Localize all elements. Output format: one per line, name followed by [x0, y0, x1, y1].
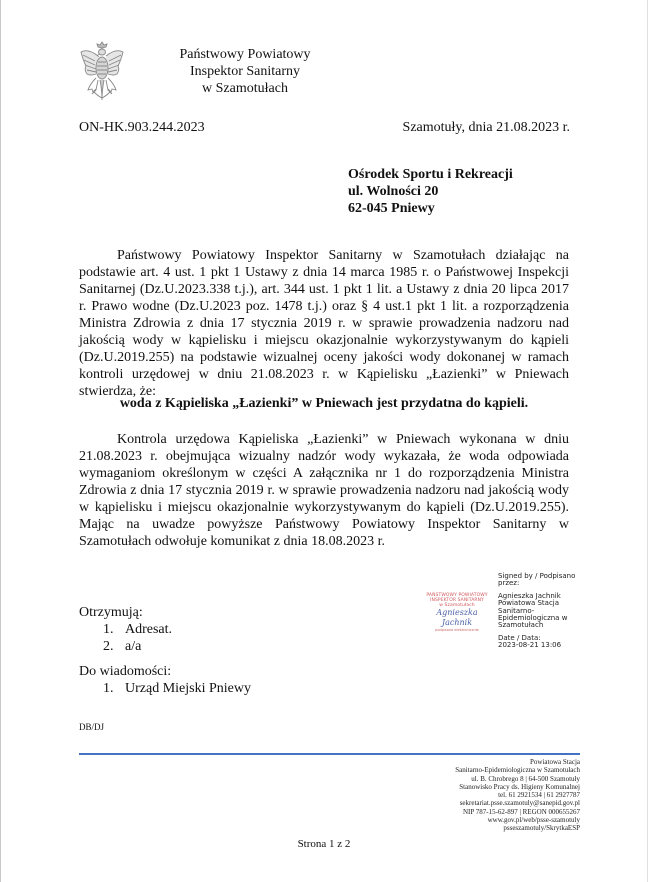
place-and-date: Szamotuły, dnia 21.08.2023 r. [402, 120, 570, 135]
cc-list [79, 680, 251, 697]
date-value: 2023-08-21 13:06 [498, 641, 562, 650]
issuer-line: Inspektor Sanitarny [189, 64, 301, 79]
signer-line: Sanitarno- [498, 606, 535, 615]
signer-line: Agnieszka Jachnik [498, 591, 561, 600]
issuer-line: w Szamotułach [202, 81, 288, 96]
issuer-line: Państwowy Powiatowy [179, 47, 311, 62]
cc-item: 1. Urząd Miejski Pniewy [117, 680, 251, 697]
signed-by-label: Signed by / Podpisano przez: [498, 572, 576, 588]
footer-line: Sanitarno-Epidemiologiczna w Szamotułach [455, 766, 580, 775]
conclusion-statement: woda z Kąpieliska „Łazienki” w Pniewach jest przydatna do kąpieli. [119, 396, 529, 411]
footer-line: tel. 61 2921534 | 61 2927787 [498, 791, 580, 800]
stamp-line: w Szamotułach [439, 603, 475, 608]
paragraph-text: Państwowy Powiatowy Inspektor Sanitarny w Szamotułach działając na podstawie art. 4 ust. 1 pkt 1 Ustawy z dnia 14 marca 1985 r. o Państwowej Inspekcji Sanitarnej (Dz.U.2023.338 t.j.), art. 344 ust. 1 pkt 1 lit. a Ustawy z dnia 20 lipca 2017 r. Prawo wodne (Dz.U.2023 poz. 1478 t.j.) oraz § 4 ust.1 pkt 1 lit. a rozporządzenia Ministra Zdrowia z dnia 17 stycznia 2019 r. w sprawie prowadzenia nadzoru nad jakością wody w kąpielisku i miejscu okazjonalnie wykorzystywanym do kąpieli (Dz.U.2019.255) na podstawie wizualnej oceny jakości wody dokonanej w ramach kontroli urzędowej w dniu 21.08.2023 r. w Kąpielisku „Łazienki” w Pniewach stwierdza, że: [79, 248, 569, 399]
recipient-item: 2. a/a [117, 638, 172, 655]
footer-line: NIP 787-15-62-897 | REGON 000655267 [462, 807, 580, 816]
footer-line: Stanowisko Pracy ds. Higieny Komunalnej [459, 782, 580, 791]
date-label: Date / Data: [498, 633, 541, 642]
recipients-list [79, 621, 172, 655]
stamp-line: INSPEKTOR SANITARNY [430, 598, 484, 603]
footer-line: Powiatowa Stacja [530, 758, 580, 766]
polish-eagle-emblem-icon [78, 40, 126, 102]
handwritten-signature: Agnieszka Jachnik [436, 608, 478, 627]
paragraph-text: Kontrola urzędowa Kąpieliska „Łazienki” w Pniewach wykonana w dniu 21.08.2023 r. obejmująca wizualny nadzór wody wykazała, że woda odpowiada wymaganiom określonym w części A załącznika nr 1 do rozporządzenia Ministra Zdrowia z dnia 17 stycznia 2019 r. w sprawie prowadzenia nadzoru nad jakością wody w kąpielisku i miejscu okazjonalnie wykorzystywanym do kąpieli (Dz.U.2019.255). Mając na uwadze powyższe Państwowy Powiatowy Inspektor Sanitarny w Szamotułach odwołuje komunikat z dnia 18.08.2023 r. [79, 432, 569, 549]
recipients-section [79, 604, 172, 655]
recipient-item: 1. Adresat. [117, 621, 172, 638]
stamp-line: PAŃSTWOWY POWIATOWY [426, 593, 488, 598]
signer-line: Szamotułach [498, 621, 544, 630]
footer-line: psseszamotuly/SkrytkaESP [503, 824, 580, 833]
stamp-footer: podpisano elektronicznie [435, 628, 479, 632]
footer-divider [79, 753, 580, 755]
addressee-line: ul. Wolności 20 [348, 184, 439, 199]
signature-details [498, 573, 578, 650]
recipients-label: Otrzymują: [79, 605, 143, 620]
body-paragraph-1 [79, 247, 569, 400]
addressee-line: 62-045 Pniewy [348, 201, 435, 216]
issuer-header [160, 46, 330, 97]
footer-line: ul. B. Chrobrego 8 | 64-500 Szamotuły [471, 774, 580, 783]
cc-label: Do wiadomości: [79, 664, 172, 679]
author-initials: DB/DJ [79, 722, 105, 732]
body-paragraph-2 [79, 431, 569, 550]
footer-email: sekretariat.psse.szamotuly@sanepid.gov.pl [459, 799, 580, 808]
signer-line: Epidemiologiczna w [498, 614, 568, 623]
signature-stamp [422, 593, 492, 632]
addressee-block [348, 166, 513, 217]
cc-section [79, 663, 251, 697]
footer-website: www.gov.pl/web/psse-szamotuly [487, 816, 580, 825]
page-border-left [0, 0, 1, 882]
signer-line: Powiatowa Stacja [498, 599, 560, 608]
reference-number: ON-HK.903.244.2023 [79, 120, 205, 135]
page-number: Strona 1 z 2 [297, 838, 351, 850]
footer-address [380, 758, 580, 833]
electronic-signature-block [422, 573, 592, 653]
addressee-line: Ośrodek Sportu i Rekreacji [348, 167, 513, 182]
